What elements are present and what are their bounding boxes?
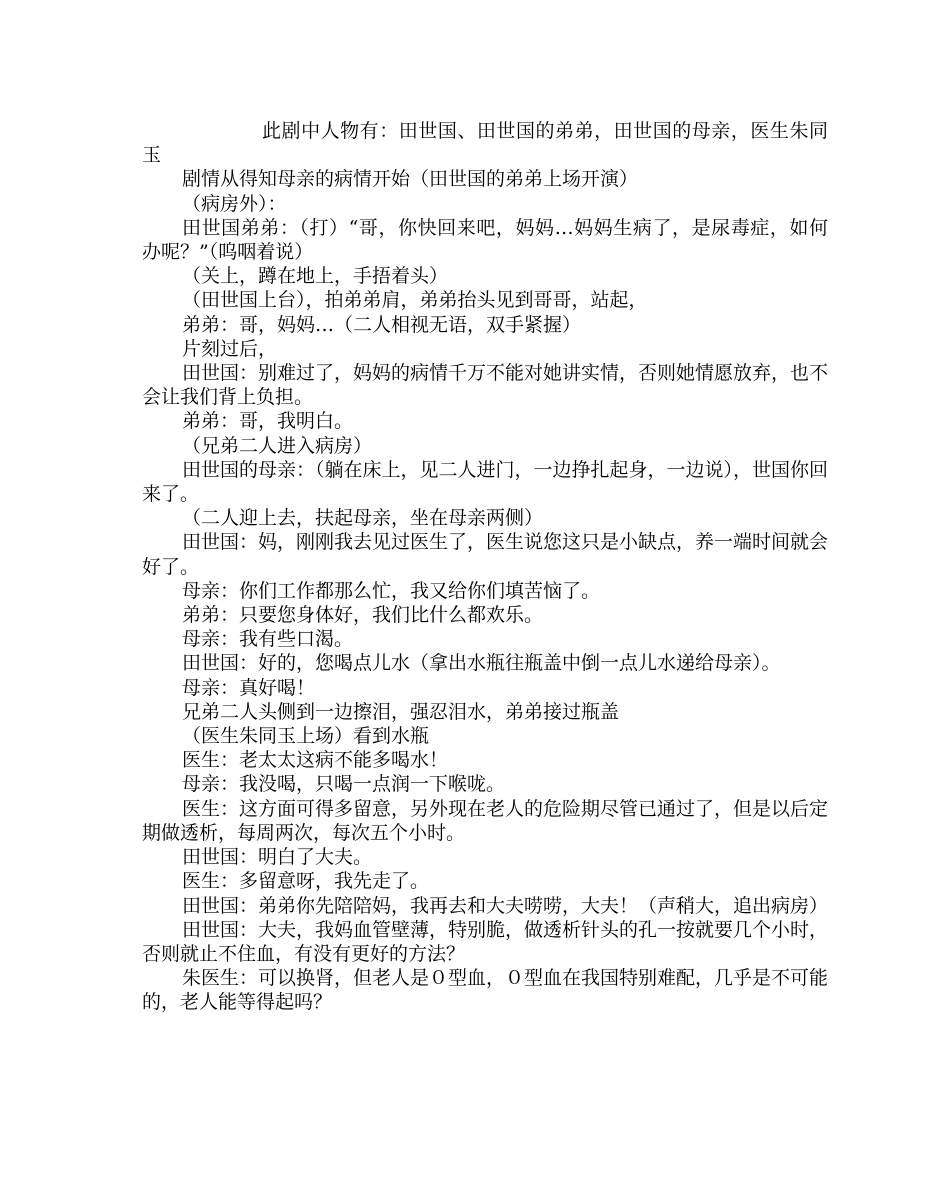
stage-direction: （二人迎上去，扶起母亲，坐在母亲两侧） — [182, 507, 544, 530]
dialogue-line: 田世国：妈，刚刚我去见过医生了，医生说您这只是小缺点，养一端时间就会好了。 — [142, 531, 829, 578]
stage-direction: （医生朱同玉上场）看到水瓶 — [182, 725, 430, 748]
dialogue-line: 医生：这方面可得多留意，另外现在老人的危险期尽管已通过了，但是以后定期做透析，每周两次，每次五个小时。 — [142, 797, 829, 844]
dialogue-line: 田世国的母亲：（躺在床上，见二人进门，一边挣扎起身，一边说），世国你回来了。 — [142, 458, 829, 506]
dialogue-line: 田世国：好的，您喝点儿水（拿出水瓶往瓶盖中倒一点儿水递给母亲）。 — [182, 652, 781, 675]
dialogue-line: 田世国：别难过了，妈妈的病情千万不能对她讲实情，否则她情愿放弃，也不会让我们背上负担。 — [142, 362, 829, 409]
cast-list: 此剧中人物有：田世国、田世国的弟弟，田世国的母亲，医生朱同玉 — [142, 120, 828, 167]
dialogue-line: 朱医生：可以换肾，但老人是０型血，０型血在我国特别难配，几乎是不可能的，老人能等得起吗？ — [142, 967, 829, 1014]
stage-direction: （兄弟二人进入病房） — [182, 434, 373, 457]
dialogue-line: 田世国弟弟：（打）“哥，你快回来吧，妈妈…妈妈生病了，是尿毒症，如何办呢？”（呜咽着说） — [142, 216, 828, 264]
stage-direction: （田世国上台），拍弟弟肩，弟弟抬头见到哥哥，站起， — [182, 289, 648, 312]
dialogue-line: 母亲：你们工作都那么忙，我又给你们填苦恼了。 — [182, 579, 601, 602]
dialogue-line: 医生：多留意呀，我先走了。 — [182, 870, 430, 893]
dialogue-line: 母亲：我没喝，只喝一点润一下喉咙。 — [182, 773, 506, 796]
dialogue-line: 弟弟：哥，我明白。 — [182, 410, 354, 433]
dialogue-line: 母亲：我有些口渴。 — [182, 628, 354, 651]
plot-intro: 剧情从得知母亲的病情开始（田世国的弟弟上场开演） — [182, 168, 639, 191]
dialogue-line: 弟弟：哥，妈妈…（二人相视无语，双手紧握） — [182, 313, 582, 336]
stage-direction: 兄弟二人头侧到一边擦泪，强忍泪水，弟弟接过瓶盖 — [182, 700, 620, 723]
scene-direction: （病房外）： — [182, 192, 287, 215]
dialogue-line: 医生：老太太这病不能多喝水！ — [182, 749, 449, 772]
dialogue-line: 母亲：真好喝！ — [182, 676, 316, 699]
stage-direction: 片刻过后， — [182, 337, 278, 360]
dialogue-line: 田世国：弟弟你先陪陪妈，我再去和大夫唠唠，大夫！（声稍大，追出病房） — [182, 894, 829, 917]
dialogue-line: 田世国：明白了大夫。 — [182, 846, 373, 869]
dialogue-line: 田世国：大夫，我妈血管壁薄，特别脆，做透析针头的孔一按就要几个小时，否则就止不住血，有没有更好的方法？ — [142, 918, 829, 965]
script-body — [142, 119, 828, 1015]
dialogue-line: 弟弟：只要您身体好，我们比什么都欢乐。 — [182, 604, 544, 627]
stage-direction: （关上，蹲在地上，手捂着头） — [182, 265, 449, 288]
